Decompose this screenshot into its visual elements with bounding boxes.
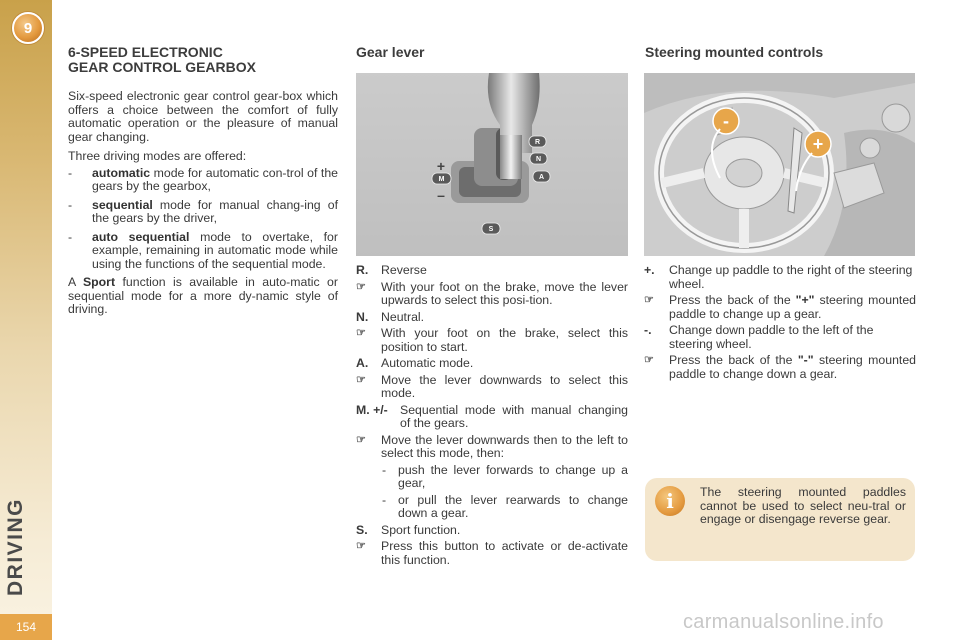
- neutral-badge-label: N: [535, 156, 542, 163]
- gear-lever-list: [356, 264, 628, 570]
- pointing-hand-icon: ☞: [356, 540, 366, 552]
- lever-item-text: Press this button to activate or de-activate this function.: [381, 539, 628, 567]
- page-number: 154: [0, 614, 52, 640]
- lever-item-key: S.: [356, 522, 368, 537]
- lever-item-text: Sport function.: [381, 522, 461, 537]
- minus-mark: –: [437, 187, 445, 203]
- pointing-hand-icon: ☞: [644, 354, 654, 366]
- lever-item-text: With your foot on the brake, move the lever upwards to select this posi-tion.: [381, 279, 628, 307]
- lever-item-text: Automatic mode.: [381, 356, 474, 370]
- gear-lever-figure: [356, 73, 628, 256]
- mode-dash: -: [68, 229, 73, 244]
- mode-desc: mode for automatic con-trol of the gears by the gearbox,: [92, 165, 338, 193]
- lever-item: [356, 434, 628, 461]
- mode-item: [68, 231, 338, 272]
- reverse-badge-label: R: [534, 139, 541, 146]
- sub-item: [382, 464, 628, 491]
- section-label: DRIVING: [4, 497, 27, 596]
- modes-intro: Three driving modes are offered:: [68, 149, 247, 163]
- mode-name: automatic: [92, 165, 151, 180]
- paddle-item: [644, 264, 916, 291]
- mode-item: [68, 167, 338, 194]
- paddle-item-text: steering mounted paddle to change up a gear.: [669, 293, 916, 321]
- info-note-text: The steering mounted paddles cannot be used to select neu-tral or engage or disengage reverse gear.: [700, 485, 906, 526]
- lever-item: [356, 374, 628, 401]
- lever-item-text: Reverse: [381, 263, 427, 277]
- manual-badge-label: M: [438, 176, 445, 183]
- page-title-line2: GEAR CONTROL GEARBOX: [68, 59, 256, 75]
- pointing-hand-icon: ☞: [644, 294, 654, 306]
- paddle-item-key: +.: [644, 263, 655, 277]
- steering-controls-title: Steering mounted controls: [645, 44, 824, 60]
- lever-item: [356, 524, 628, 538]
- sport-suffix: function is available in auto-matic or sequential mode for a more dy-namic style of driving.: [68, 275, 338, 316]
- chapter-number: 9: [23, 19, 33, 37]
- lever-item: [356, 311, 628, 325]
- lever-item-key: R.: [356, 263, 369, 277]
- pointing-hand-icon: ☞: [356, 280, 366, 293]
- paddle-item: [644, 354, 916, 381]
- mode-name: auto sequential: [92, 229, 190, 244]
- lever-item-text: Neutral.: [381, 309, 425, 324]
- pointing-hand-icon: ☞: [356, 433, 366, 446]
- sub-dash: -: [382, 462, 387, 477]
- mode-item: [68, 199, 338, 226]
- sport-badge-label: S: [488, 226, 494, 233]
- lever-item-key: N.: [356, 309, 369, 324]
- paddle-item-text: steering mounted paddle to change down a gear.: [669, 353, 917, 381]
- intro-column: [68, 90, 338, 323]
- mode-name: sequential: [92, 197, 153, 212]
- lever-item-text: Move the lever downwards to select this mode.: [381, 372, 628, 400]
- paddle-item-text: Change up paddle to the right of the steering wheel.: [669, 263, 913, 291]
- info-icon: i: [655, 486, 685, 516]
- chapter-badge: [12, 12, 44, 44]
- mode-dash: -: [68, 197, 73, 212]
- sport-bold: Sport: [82, 275, 116, 289]
- lever-item-text: With your foot on the brake, select this position to start.: [381, 326, 628, 354]
- manual-mode-key: M. +/-: [356, 402, 388, 417]
- lever-item: [356, 327, 628, 354]
- intro-paragraph: Six-speed electronic gear control gear-box which offers a choice between the comfort of fully automatic operation or the pleasure of manual gear changing.: [68, 89, 338, 144]
- info-note-box: [645, 478, 915, 561]
- paddle-item-bold: "+": [795, 293, 815, 307]
- lever-item-text: Move the lever downwards then to the left to select this mode, then:: [381, 432, 628, 460]
- paddle-item-text: Press the back of the: [669, 293, 796, 307]
- paddle-item-text: Press the back of the: [669, 353, 798, 367]
- pointing-hand-icon: ☞: [356, 373, 366, 386]
- mode-desc: mode to overtake, for example, remaining in automatic mode while using the functions of the sequential mode.: [92, 229, 338, 271]
- mode-desc: mode for manual chang-ing of the gears by the driver,: [92, 197, 338, 225]
- pointing-hand-icon: ☞: [356, 327, 366, 339]
- lever-item: [356, 281, 628, 308]
- plus-mark: +: [436, 158, 446, 174]
- steering-controls-list: [644, 264, 916, 384]
- mode-dash: -: [68, 165, 73, 180]
- paddle-item-text: Change down paddle to the left of the steering wheel.: [669, 323, 874, 351]
- sub-text: or pull the lever rearwards to change down a gear.: [398, 492, 628, 520]
- sub-item: [382, 494, 628, 521]
- automatic-badge-label: A: [538, 174, 545, 181]
- page-title: [68, 45, 256, 75]
- lever-item-key: A.: [356, 356, 369, 370]
- minus-paddle-label: -: [723, 111, 729, 131]
- lever-item: [356, 357, 628, 371]
- sport-prefix: A: [68, 275, 83, 289]
- page-title-line1: 6-SPEED ELECTRONIC: [68, 44, 223, 60]
- steering-figure: [644, 73, 915, 256]
- manual-mode-item: [356, 404, 628, 431]
- lever-item: [356, 540, 628, 567]
- watermark: carmanualsonline.info: [683, 611, 884, 633]
- paddle-item: [644, 294, 916, 321]
- paddle-item-bold: "-": [797, 353, 814, 367]
- sub-text: push the lever forwards to change up a gear,: [398, 462, 628, 490]
- lever-item: [356, 264, 628, 278]
- plus-paddle-label: +: [812, 134, 824, 154]
- sub-dash: -: [382, 492, 387, 507]
- manual-mode-text: Sequential mode with manual changing of the gears.: [400, 402, 628, 430]
- sport-paragraph: [68, 276, 338, 317]
- chapter-sidebar: [0, 0, 52, 640]
- gear-lever-illustration: [356, 73, 628, 256]
- paddle-item: [644, 324, 916, 351]
- gear-lever-title: Gear lever: [356, 44, 425, 60]
- paddle-item-key: -.: [644, 323, 652, 337]
- steering-wheel-illustration: [644, 73, 915, 256]
